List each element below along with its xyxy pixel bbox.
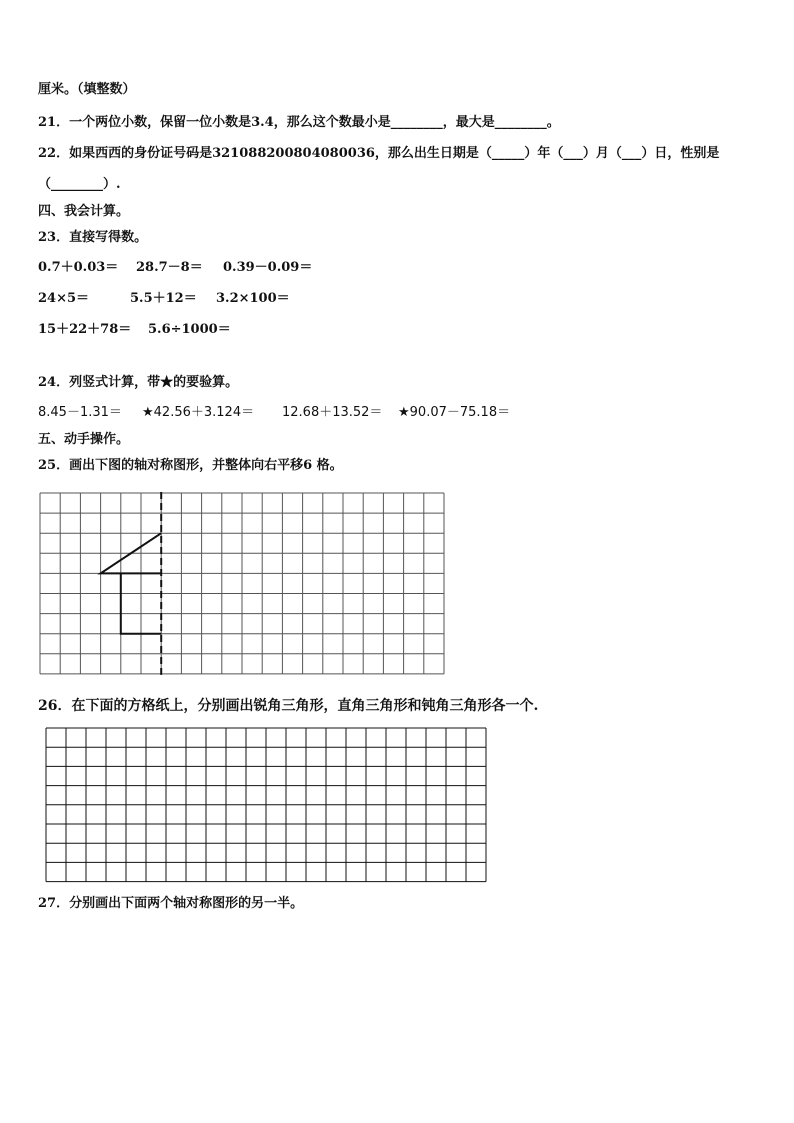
question-27: 27．分别画出下面两个轴对称图形的另一半。 bbox=[38, 896, 304, 911]
question-26: 26．在下面的方格纸上，分别画出锐角三角形，直角三角形和钝角三角形各一个. bbox=[38, 698, 539, 714]
calc-item: 15＋22＋78＝ bbox=[38, 322, 132, 337]
question-24: 24．列竖式计算，带★的要验算。 bbox=[38, 375, 239, 390]
grid-triangles bbox=[44, 726, 488, 884]
text-line-fill-integer: 厘米。（填整数） bbox=[38, 82, 136, 97]
vertical-calc-item: 12.68＋13.52＝ bbox=[282, 405, 383, 420]
calc-item: 0.7＋0.03＝ bbox=[38, 260, 119, 275]
calc-item: 5.5＋12＝ bbox=[130, 291, 197, 306]
calc-item: 3.2×100＝ bbox=[216, 291, 290, 306]
question-22: 22．如果西西的身份证号码是321088200804080036，那么出生日期是（_____）年（___）月（___）日，性别是 bbox=[38, 146, 720, 161]
vertical-calc-item: 8.45－1.31＝ bbox=[38, 405, 122, 420]
calc-item: 24×5＝ bbox=[38, 291, 90, 306]
section-4-heading: 四、我会计算。 bbox=[38, 204, 130, 219]
question-23: 23．直接写得数。 bbox=[38, 230, 148, 245]
vertical-calc-item: ★90.07－75.18＝ bbox=[398, 405, 511, 420]
question-25: 25．画出下图的轴对称图形，并整体向右平移6 格。 bbox=[38, 458, 343, 473]
calc-item: 0.39－0.09＝ bbox=[223, 260, 313, 275]
section-5-heading: 五、动手操作。 bbox=[38, 432, 130, 447]
vertical-calc-item: ★42.56＋3.124＝ bbox=[142, 405, 255, 420]
question-21: 21．一个两位小数，保留一位小数是3.4，那么这个数最小是________，最大是________。 bbox=[38, 115, 560, 130]
calc-item: 5.6÷1000＝ bbox=[148, 322, 231, 337]
question-22-continued: （________）. bbox=[38, 177, 121, 192]
calc-item: 28.7－8＝ bbox=[136, 260, 203, 275]
grid-symmetry-figure bbox=[38, 492, 450, 678]
